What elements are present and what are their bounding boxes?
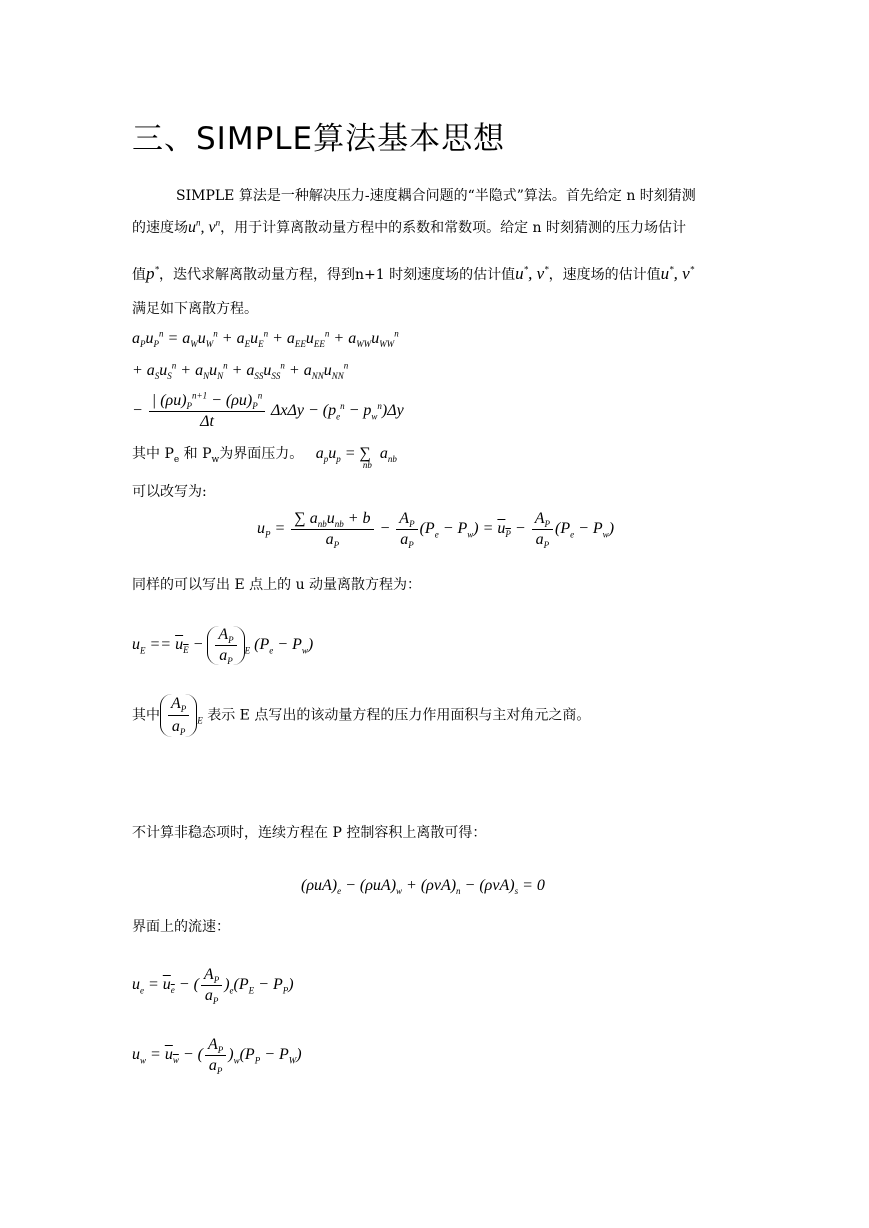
- momentum-equation-line-3: − $\frac{| (\rho u)_P^{n+1} - (\rho u)_P^n}{\Delta t}$ $\Delta x\Delta y - (p_e^n - p_w^n)\Delta y$: [132, 390, 404, 430]
- momentum-equation-line-2: + $a_Su_S^n + a_Nu_N^n + a_{SS}u_{SS}^n + a_{NN}u_{NN}^n$: [132, 360, 349, 382]
- paragraph-line-3-mid: ，迭代求解离散动量方程，得到n+1 时刻速度场的估计值: [159, 267, 516, 283]
- paragraph-line-3: 值p*，迭代求解离散动量方程，得到n+1 时刻速度场的估计值u*, v*，速度场的估计值u*, v*: [132, 264, 695, 283]
- paragraph-line-2-start: 的速度场: [132, 220, 188, 236]
- paragraph-line-4: 满足如下离散方程。: [132, 301, 258, 317]
- west-face-velocity-equation: $u_w = u_w$ − ( $\frac{A_P}{a_P}$ )$_w(P_P - P_W)$: [132, 1036, 302, 1077]
- east-momentum-equation: $u_E == u_E$ − $\frac{A_P}{a_P}$ $_E$ $(P_e - P_w)$: [132, 626, 314, 667]
- pressure-note-c: 为界面压力。: [219, 446, 304, 462]
- east-face-velocity-equation: $u_e = u_e$ − ( $\frac{A_P}{a_P}$ )$_e(P_E - P_P)$: [132, 966, 294, 1007]
- same-equation-label: 同样的可以写出 E 点上的 u 动量离散方程为：: [132, 577, 422, 593]
- pressure-note-b: 和 P: [183, 446, 212, 462]
- momentum-equation-line-1: $a_Pu_P^n = a_Wu_W^n + a_Eu_E^n + a_{EE}u_{EE}^n + a_{WW}u_{WW}^n$: [132, 328, 399, 350]
- pressure-note-a: 其中 P: [132, 446, 174, 462]
- coefficient-note-line: 其中 $\frac{A_P}{a_P}$ $_E$ 表示 E 点写出的该动量方程的压力作用面积与主对角元之商。: [132, 695, 591, 738]
- paragraph-line-1: SIMPLE 算法是一种解决压力-速度耦合问题的“半隐式”算法。首先给定 n 时刻猜测: [176, 188, 696, 204]
- rewrite-label: 可以改写为:: [132, 484, 207, 500]
- interface-velocity-label: 界面上的流速：: [132, 919, 230, 935]
- continuity-equation: $(\rho uA)_e - (\rho uA)_w + (\rho vA)_n - (\rho vA)_s = 0$: [301, 877, 545, 897]
- pressure-note-line: 其中 $P_e$ 和 $P_w$为界面压力。 $a_pu_p = \sum_{nb}a_{nb}$: [132, 445, 397, 471]
- coefficient-note-a: 其中: [132, 707, 160, 724]
- paragraph-line-3-start: 值: [132, 267, 146, 283]
- velocity-correction-equation: $u_P$ = $\frac{\sum a_{nb}u_{nb} + b}{a_P}$ − $\frac{A_P}{a_P}$ $(P_e - P_w) = u_P$ − $\frac{A_P}{a_P}$ $(P_e - P_w)$: [257, 510, 615, 551]
- coefficient-note-b: 表示 E 点写出的该动量方程的压力作用面积与主对角元之商。: [207, 707, 591, 724]
- continuity-label: 不计算非稳态项时，连续方程在 P 控制容积上离散可得：: [132, 825, 487, 841]
- paragraph-line-3-end: ，速度场的估计值: [548, 267, 661, 283]
- paragraph-line-2: 的速度场$u^n$, $v^n$，用于计算离散动量方程中的系数和常数项。给定 n 时刻猜测的压力场估计: [132, 217, 687, 236]
- paragraph-line-2-end: ，用于计算离散动量方程中的系数和常数项。给定 n 时刻猜测的压力场估计: [220, 220, 687, 236]
- section-title: 三、SIMPLE算法基本思想: [132, 121, 506, 157]
